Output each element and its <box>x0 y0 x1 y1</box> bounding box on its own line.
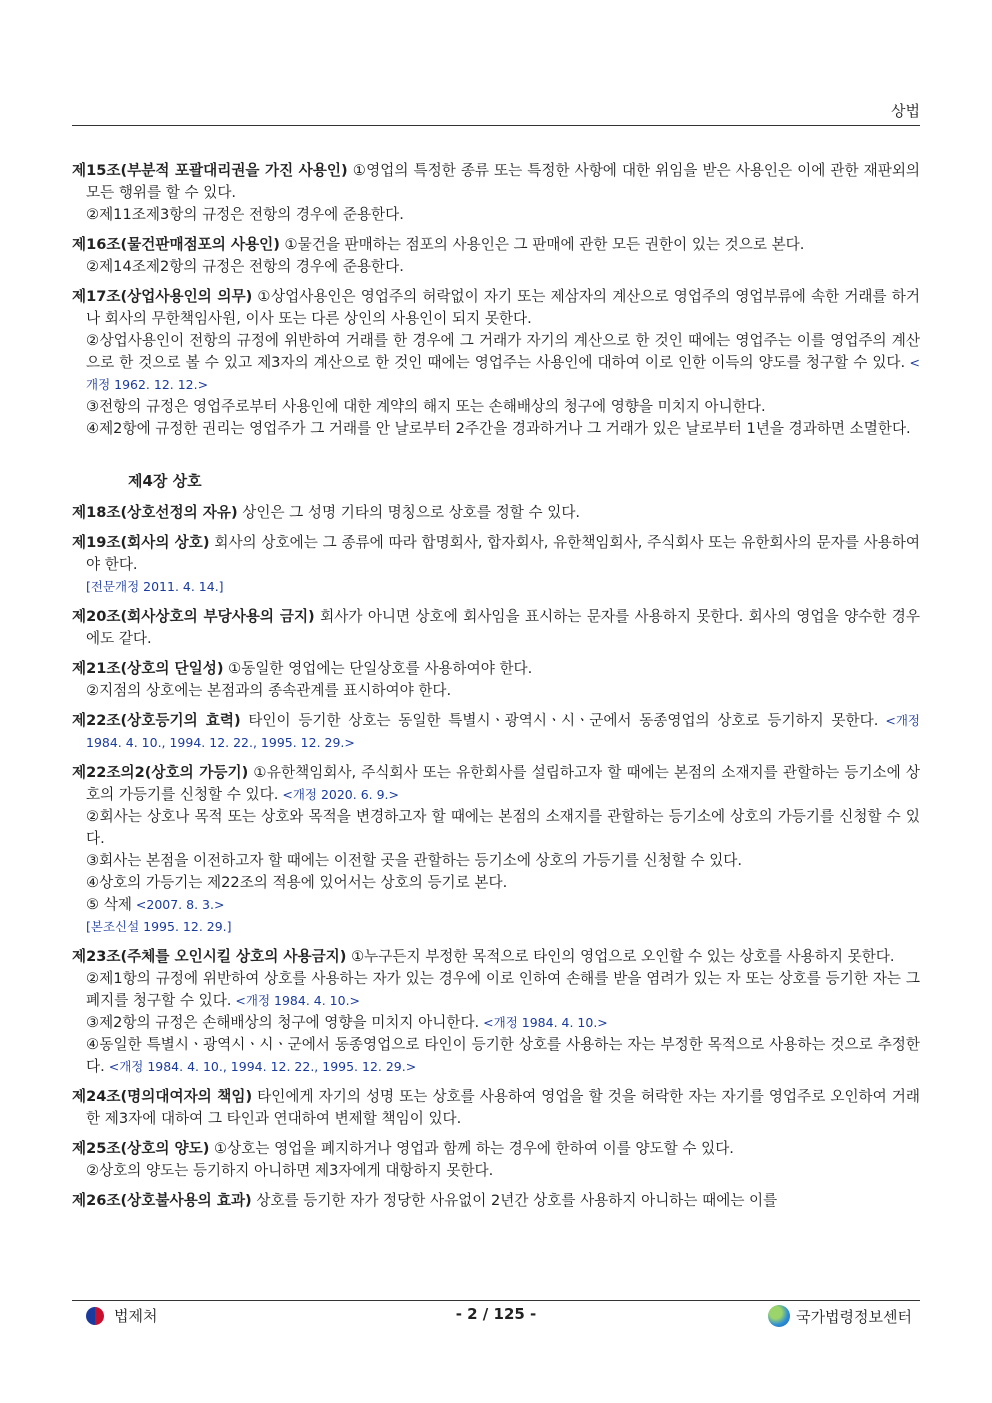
article-18 <box>72 502 920 524</box>
article-lead: ①누구든지 부정한 목적으로 타인의 영업으로 오인할 수 있는 상호를 사용하지 못한다. <box>346 948 895 965</box>
amendment-note: [본조신설 1995. 12. 29.] <box>86 919 232 934</box>
article-title: 제20조(회사상호의 부당사용의 금지) <box>72 608 315 625</box>
article-lead: ①동일한 영업에는 단일상호를 사용하여야 한다. <box>223 660 533 677</box>
article-lead: ①유한책임회사, 주식회사 또는 유한회사를 설립하고자 할 때에는 본점의 소재지를 관할하는 등기소에 상호의 가등기를 신청할 수 있다. <box>86 764 920 803</box>
article-title: 제17조(상업사용인의 의무) <box>72 288 253 305</box>
article-title: 제16조(물건판매점포의 사용인) <box>72 236 280 253</box>
paragraph: ②상호의 양도는 등기하지 아니하면 제3자에게 대항하지 못한다. <box>86 1162 494 1179</box>
article-17 <box>72 286 920 440</box>
revision-note: <개정 2020. 6. 9.> <box>278 787 400 802</box>
article-lead: ①영업의 특정한 종류 또는 특정한 사항에 대한 위임을 받은 사용인은 이에 관한 재판외의 모든 행위를 할 수 있다. <box>86 162 921 201</box>
article-title: 제18조(상호선정의 자유) <box>72 504 238 521</box>
article-23 <box>72 946 920 1078</box>
article-title: 제21조(상호의 단일성) <box>72 660 224 677</box>
paragraph: ④상호의 가등기는 제22조의 적용에 있어서는 상호의 등기로 본다. <box>86 874 508 891</box>
article-title: 제22조의2(상호의 가등기) <box>72 764 249 781</box>
article-lead: ①상호는 영업을 폐지하거나 영업과 함께 하는 경우에 한하여 이를 양도할 수 있다. <box>209 1140 734 1157</box>
chapter-heading: 제4장 상호 <box>128 472 202 490</box>
law-body <box>72 160 920 1220</box>
page-number: - 2 / 125 - <box>455 1305 537 1323</box>
article-lead: 타인에게 자기의 성명 또는 상호를 사용하여 영업을 할 것을 허락한 자는 자기를 영업주로 오인하여 거래한 제3자에 대하여 그 타인과 연대하여 변제할 책임이 있다. <box>86 1088 920 1127</box>
running-header: 상법 <box>891 102 920 120</box>
footer-agency: 법제처 <box>114 1307 158 1325</box>
article-title: 제25조(상호의 양도) <box>72 1140 210 1157</box>
article-lead: 상인은 그 성명 기타의 명칭으로 상호를 정할 수 있다. <box>237 504 581 521</box>
article-22 <box>72 710 920 754</box>
article-title: 제26조(상호불사용의 효과) <box>72 1192 252 1209</box>
article-title: 제15조(부분적 포괄대리권을 가진 사용인) <box>72 162 348 179</box>
paragraph: ②회사는 상호나 목적 또는 상호와 목적을 변경하고자 할 때에는 본점의 소재지를 관할하는 등기소에 상호의 가등기를 신청할 수 있다. <box>86 808 920 847</box>
article-lead: ①상업사용인은 영업주의 허락없이 자기 또는 제삼자의 계산으로 영업주의 영업부류에 속한 거래를 하거나 회사의 무한책임사원, 이사 또는 다른 상인의 사용인이 되지 못한다. <box>86 288 920 327</box>
article-21 <box>72 658 920 702</box>
paragraph: ②상업사용인이 전항의 규정에 위반하여 거래를 한 경우에 그 거래가 자기의 계산으로 한 것인 때에는 영업주는 이를 영업주의 계산으로 한 것으로 볼 수 있고 제3자의 계산으로 한 것인 때에는 영업주는 사용인에 대하여 이로 인한 이득의 양도를 청구할 수 있다. <box>86 332 920 371</box>
article-22-2 <box>72 762 920 938</box>
revision-note: <개정 1984. 4. 10.> <box>479 1015 608 1030</box>
article-lead: ①물건을 판매하는 점포의 사용인은 그 판매에 관한 모든 권한이 있는 것으로 본다. <box>279 236 805 253</box>
article-lead: 타인이 등기한 상호는 동일한 특별시ㆍ광역시ㆍ시ㆍ군에서 동종영업의 상호로 등기하지 못한다. <box>240 712 879 729</box>
amendment-note: [전문개정 2011. 4. 14.] <box>86 579 224 594</box>
revision-note: <개정 1984. 4. 10.> <box>231 993 361 1008</box>
article-title: 제23조(주체를 오인시킬 상호의 사용금지) <box>72 948 347 965</box>
article-24 <box>72 1086 920 1130</box>
paragraph: ⑤ 삭제 <box>86 896 132 913</box>
article-20 <box>72 606 920 650</box>
article-15 <box>72 160 920 226</box>
footer-right <box>768 1305 912 1327</box>
page-footer <box>72 1305 920 1335</box>
paragraph: ③전항의 규정은 영업주로부터 사용인에 대한 계약의 해지 또는 손해배상의 청구에 영향을 미치지 아니한다. <box>86 398 766 415</box>
article-16 <box>72 234 920 278</box>
globe-logo-icon <box>768 1305 790 1327</box>
paragraph: ④동일한 특별시ㆍ광역시ㆍ시ㆍ군에서 동종영업으로 타인이 등기한 상호를 사용하는 자는 부정한 목적으로 사용하는 것으로 추정한다. <box>86 1036 920 1075</box>
footer-center-name: 국가법령정보센터 <box>796 1307 912 1326</box>
article-title: 제24조(명의대여자의 책임) <box>72 1088 253 1105</box>
header-rule <box>72 125 920 126</box>
paragraph: ②제1항의 규정에 위반하여 상호를 사용하는 자가 있는 경우에 이로 인하여 손해를 받을 염려가 있는 자 또는 상호를 등기한 자는 그 폐지를 청구할 수 있다. <box>86 970 920 1009</box>
article-26 <box>72 1190 920 1212</box>
article-lead: 회사의 상호에는 그 종류에 따라 합명회사, 합자회사, 유한책임회사, 주식회사 또는 유한회사의 문자를 사용하여야 한다. <box>86 534 920 573</box>
article-lead: 상호를 등기한 자가 정당한 사유없이 2년간 상호를 사용하지 아니하는 때에는 이를 <box>251 1192 778 1209</box>
revision-note: <개정 1984. 4. 10., 1994. 12. 22., 1995. 12. 29.> <box>86 713 921 750</box>
footer-rule <box>72 1300 920 1301</box>
revision-note: <개정 1984. 4. 10., 1994. 12. 22., 1995. 12. 29.> <box>104 1059 417 1074</box>
paragraph: ③제2항의 규정은 손해배상의 청구에 영향을 미치지 아니한다. <box>86 1014 480 1031</box>
paragraph: ③회사는 본점을 이전하고자 할 때에는 이전할 곳을 관할하는 등기소에 상호의 가등기를 신청할 수 있다. <box>86 852 743 869</box>
paragraph: ②지점의 상호에는 본점과의 종속관계를 표시하여야 한다. <box>86 682 452 699</box>
paragraph: ④제2항에 규정한 권리는 영업주가 그 거래를 안 날로부터 2주간을 경과하거나 그 거래가 있은 날로부터 1년을 경과하면 소멸한다. <box>86 420 911 437</box>
revision-note: <2007. 8. 3.> <box>131 897 225 912</box>
paragraph: ②제11조제3항의 규정은 전항의 경우에 준용한다. <box>86 206 404 223</box>
article-title: 제19조(회사의 상호) <box>72 534 210 551</box>
revision-note: <개정 1962. 12. 12.> <box>86 355 920 392</box>
article-25 <box>72 1138 920 1182</box>
paragraph: ②제14조제2항의 규정은 전항의 경우에 준용한다. <box>86 258 404 275</box>
article-lead: 회사가 아니면 상호에 회사임을 표시하는 문자를 사용하지 못한다. 회사의 영업을 양수한 경우에도 같다. <box>86 608 920 647</box>
article-title: 제22조(상호등기의 효력) <box>72 712 241 729</box>
article-19 <box>72 532 920 598</box>
